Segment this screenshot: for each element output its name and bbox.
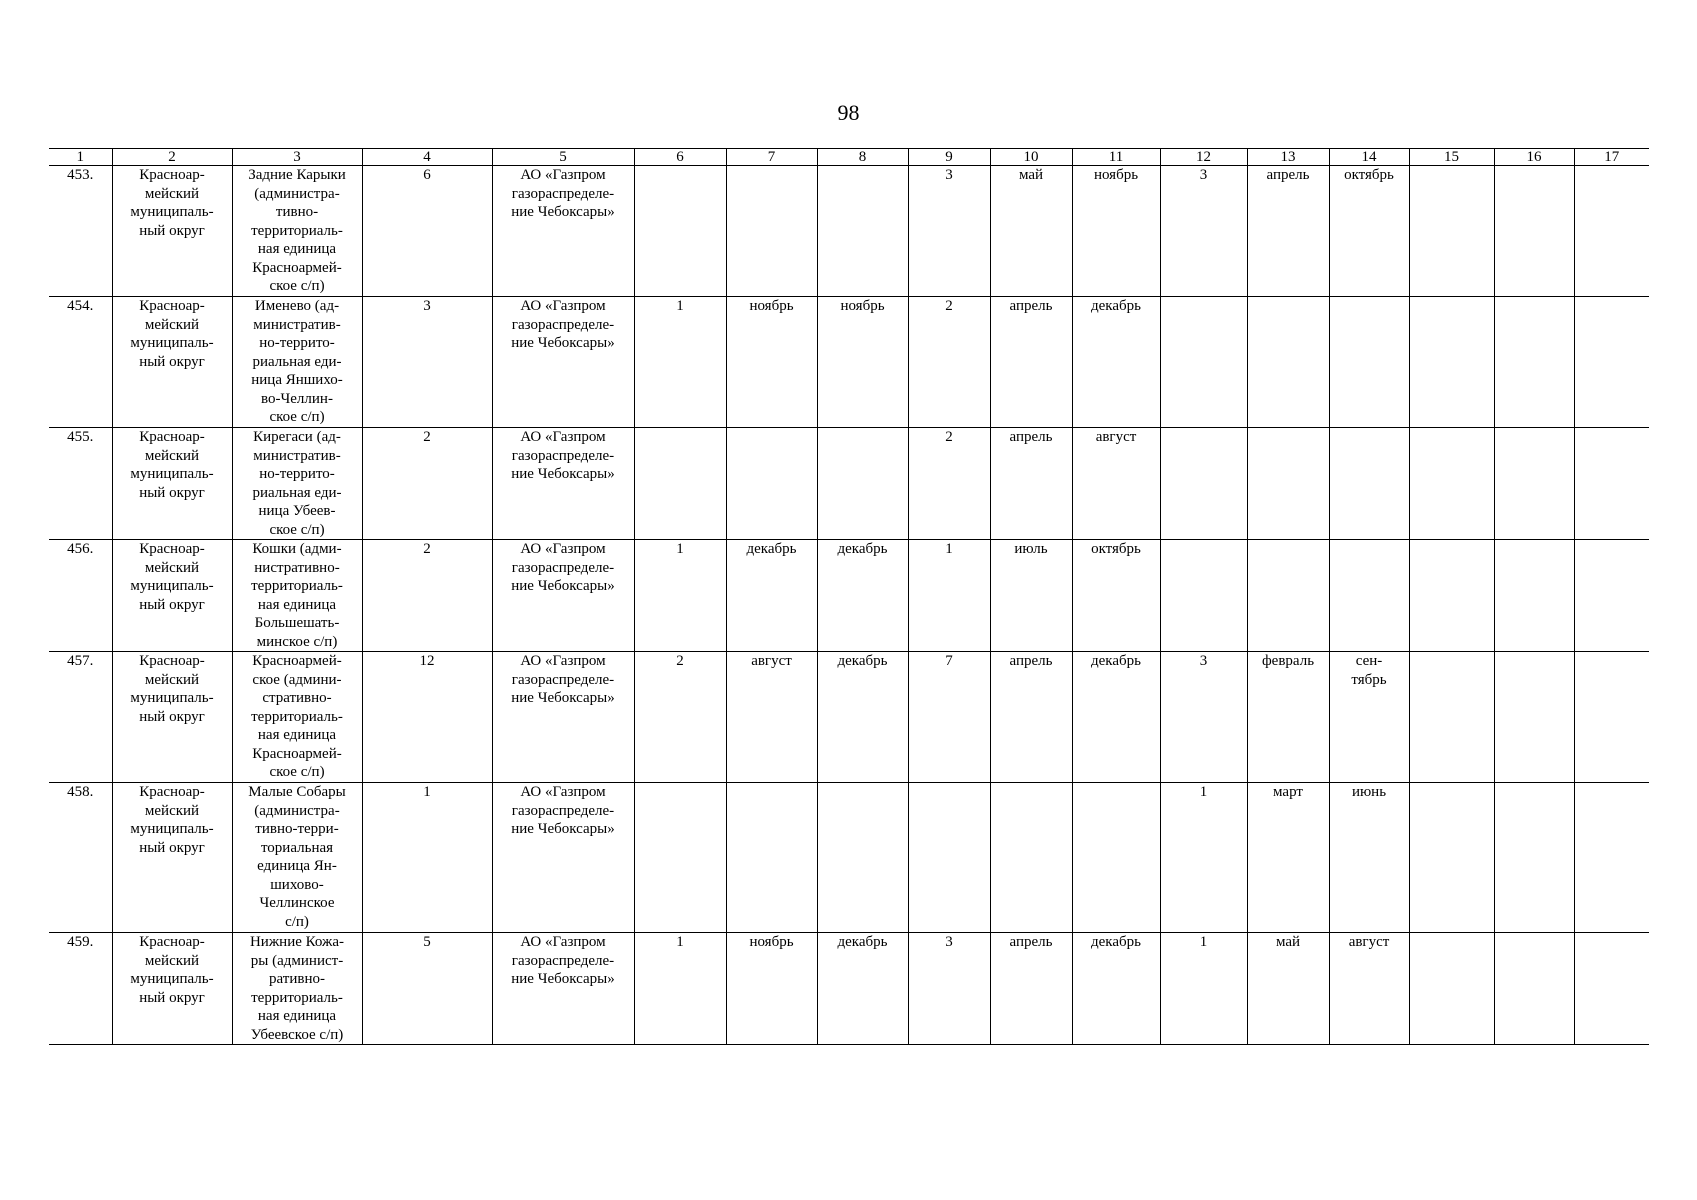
table-cell-col-9 [908,783,990,933]
cell-text: ноябрь [1093,167,1139,183]
table-cell-col-1 [49,166,112,297]
table-cell-col-7 [726,428,817,540]
table-cell-col-5 [492,540,634,652]
cell-text: август [1348,934,1390,950]
table-cell-col-3 [232,428,362,540]
cell-text: АО «Газпром газораспределе- ние Чебоксары» [511,541,615,594]
column-header-8: 8 [817,149,908,166]
table-cell-col-11 [1072,297,1160,428]
table-cell-col-10 [990,652,1072,783]
table-cell-col-16 [1494,783,1574,933]
cell-text: ноябрь [749,934,794,950]
table-cell-col-1 [49,540,112,652]
table-cell-col-4 [362,652,492,783]
table-row [49,428,1649,540]
table-cell-col-16 [1494,428,1574,540]
cell-text: декабрь [837,934,888,950]
cell-text: август [1095,429,1137,445]
table-cell-col-7 [726,166,817,297]
table-cell-col-17 [1574,166,1649,297]
table-cell-col-14 [1329,166,1409,297]
table-cell-col-16 [1494,933,1574,1045]
cell-text: 2 [945,298,953,314]
cell-text: 1 [676,541,684,557]
cell-text: февраль [1261,653,1315,669]
table-cell-col-9 [908,933,990,1045]
cell-text: 457. [67,653,94,669]
table-cell-col-13 [1247,540,1329,652]
cell-text: 455. [67,429,94,445]
table-cell-col-9 [908,297,990,428]
column-header-16: 16 [1494,149,1574,166]
table-cell-col-12 [1160,783,1247,933]
cell-text: ноябрь [840,298,885,314]
table-cell-col-14 [1329,540,1409,652]
table-cell-col-3 [232,933,362,1045]
table-cell-col-14 [1329,652,1409,783]
table-cell-col-5 [492,652,634,783]
table-cell-col-5 [492,166,634,297]
cell-text: апрель [1009,934,1053,950]
table-cell-col-6 [634,652,726,783]
table-cell-col-9 [908,166,990,297]
table-cell-col-7 [726,783,817,933]
table-cell-col-2 [112,166,232,297]
table-cell-col-12 [1160,428,1247,540]
table-cell-col-13 [1247,166,1329,297]
data-table [49,148,1649,1045]
table-cell-col-13 [1247,783,1329,933]
cell-text: Красноар- мейский муниципаль- ный округ [130,429,214,501]
table-cell-col-3 [232,297,362,428]
table-cell-col-13 [1247,652,1329,783]
table-cell-col-11 [1072,933,1160,1045]
cell-text: 1 [676,298,684,314]
table-cell-col-11 [1072,166,1160,297]
table-cell-col-1 [49,428,112,540]
table-cell-col-15 [1409,933,1494,1045]
cell-text: 1 [423,784,431,800]
column-header-14: 14 [1329,149,1409,166]
table-cell-col-8 [817,428,908,540]
table-cell-col-6 [634,783,726,933]
table-cell-col-15 [1409,428,1494,540]
column-header-12: 12 [1160,149,1247,166]
cell-text: июль [1014,541,1048,557]
cell-text: 459. [67,934,94,950]
column-header-9: 9 [908,149,990,166]
table-cell-col-1 [49,652,112,783]
cell-text: Кирегаси (ад- министратив- но-террито- риальная еди- ница Убеев- ское с/п) [252,429,342,538]
cell-text: Именево (ад- министратив- но-террито- риальная еди- ница Яншихо- во-Челлин- ское с/п) [251,298,343,425]
table-row [49,783,1649,933]
table-cell-col-10 [990,540,1072,652]
table-cell-col-5 [492,933,634,1045]
table-cell-col-2 [112,297,232,428]
table-cell-col-15 [1409,652,1494,783]
cell-text: август [751,653,792,669]
cell-text: 1 [1199,934,1208,950]
table-cell-col-7 [726,540,817,652]
cell-text: 1 [945,541,953,557]
table-cell-col-4 [362,297,492,428]
cell-text: 12 [419,653,435,669]
cell-text: Малые Собары (администра- тивно-терри- ториальная единица Ян- шихово- Челлинское с/п) [248,784,346,930]
table-cell-col-17 [1574,540,1649,652]
table-cell-col-12 [1160,652,1247,783]
table-cell-col-2 [112,540,232,652]
cell-text: АО «Газпром газораспределе- ние Чебоксары» [511,429,615,482]
page-number: 98 [837,100,860,125]
cell-text: 456. [67,541,94,557]
table-cell-col-16 [1494,652,1574,783]
cell-text: 3 [423,298,431,314]
table-cell-col-9 [908,428,990,540]
table-cell-col-12 [1160,933,1247,1045]
cell-text: декабрь [837,541,888,557]
table-cell-col-10 [990,428,1072,540]
table-cell-col-10 [990,783,1072,933]
header-row [49,149,1649,166]
table-cell-col-7 [726,297,817,428]
table-cell-col-4 [362,933,492,1045]
cell-text: 1 [1199,784,1208,800]
cell-text: Красноар- мейский муниципаль- ный округ [130,167,214,239]
table-cell-col-16 [1494,540,1574,652]
table-cell-col-1 [49,783,112,933]
cell-text: АО «Газпром газораспределе- ние Чебоксары» [511,298,615,351]
cell-text: декабрь [1091,934,1141,950]
table-cell-col-16 [1494,166,1574,297]
table-cell-col-9 [908,652,990,783]
table-cell-col-17 [1574,783,1649,933]
table-cell-col-15 [1409,297,1494,428]
table-cell-col-17 [1574,652,1649,783]
cell-text: май [1018,167,1044,183]
column-header-2: 2 [112,149,232,166]
cell-text: 2 [423,429,431,445]
cell-text: 6 [423,167,431,183]
cell-text: сен- тябрь [1351,653,1387,688]
table-cell-col-5 [492,428,634,540]
cell-text: апрель [1009,653,1053,669]
cell-text: Задние Карыки (администра- тивно- территориаль- ная единица Красноармей- ское с/п) [248,167,346,294]
table-cell-col-1 [49,297,112,428]
table-cell-col-5 [492,783,634,933]
cell-text: 454. [67,298,94,314]
cell-text: АО «Газпром газораспределе- ние Чебоксары» [511,784,615,837]
table-cell-col-2 [112,652,232,783]
cell-text: Красноар- мейский муниципаль- ный округ [130,541,214,613]
column-header-10: 10 [990,149,1072,166]
cell-text: 3 [1199,167,1208,183]
table-cell-col-15 [1409,783,1494,933]
table-cell-col-6 [634,166,726,297]
cell-text: 3 [1199,653,1208,669]
cell-text: апрель [1009,298,1053,314]
cell-text: март [1273,784,1303,800]
table-cell-col-3 [232,166,362,297]
table-cell-col-3 [232,540,362,652]
table-cell-col-14 [1329,428,1409,540]
cell-text: май [1275,934,1301,950]
table-cell-col-7 [726,933,817,1045]
cell-text: 1 [676,934,684,950]
table-cell-col-17 [1574,428,1649,540]
cell-text: декабрь [837,653,888,669]
cell-text: АО «Газпром газораспределе- ние Чебоксары» [511,653,615,706]
cell-text: октябрь [1344,167,1394,183]
table-cell-col-11 [1072,652,1160,783]
table-row [49,933,1649,1045]
cell-text: 5 [423,934,431,950]
table-cell-col-8 [817,166,908,297]
cell-text: 458. [67,784,94,800]
cell-text: Кошки (адми- нистративно- территориаль- ная единица Большешать- минское с/п) [251,541,343,650]
cell-text: апрель [1009,429,1053,445]
cell-text: Красноар- мейский муниципаль- ный округ [130,784,214,856]
cell-text: ноябрь [749,298,794,314]
column-header-11: 11 [1072,149,1160,166]
table-cell-col-10 [990,297,1072,428]
table-cell-col-3 [232,652,362,783]
table-cell-col-10 [990,166,1072,297]
cell-text: июнь [1351,784,1387,800]
table-row [49,652,1649,783]
table-cell-col-11 [1072,540,1160,652]
column-header-13: 13 [1247,149,1329,166]
table-cell-col-13 [1247,297,1329,428]
table-cell-col-7 [726,652,817,783]
table-cell-col-14 [1329,297,1409,428]
table-cell-col-9 [908,540,990,652]
column-header-7: 7 [726,149,817,166]
table-cell-col-6 [634,428,726,540]
table-cell-col-16 [1494,297,1574,428]
cell-text: декабрь [746,541,797,557]
cell-text: 3 [945,167,953,183]
cell-text: Нижние Кожа- ры (админист- ративно- территориаль- ная единица Убеевское с/п) [249,934,345,1043]
table-cell-col-4 [362,428,492,540]
table-cell-col-5 [492,297,634,428]
cell-text: АО «Газпром газораспределе- ние Чебоксары» [511,934,615,987]
table-cell-col-10 [990,933,1072,1045]
column-header-17: 17 [1574,149,1649,166]
table-cell-col-6 [634,933,726,1045]
cell-text: октябрь [1091,541,1141,557]
table-cell-col-2 [112,783,232,933]
column-header-15: 15 [1409,149,1494,166]
column-header-6: 6 [634,149,726,166]
table-cell-col-14 [1329,783,1409,933]
table-cell-col-8 [817,933,908,1045]
table-cell-col-13 [1247,428,1329,540]
cell-text: Красноар- мейский муниципаль- ный округ [130,298,214,370]
table-cell-col-8 [817,297,908,428]
table-cell-col-2 [112,933,232,1045]
table-cell-col-3 [232,783,362,933]
cell-text: 3 [945,934,953,950]
table-row [49,297,1649,428]
column-header-1: 1 [49,149,112,166]
cell-text: 7 [945,653,953,669]
cell-text: Красноар- мейский муниципаль- ный округ [130,653,214,725]
table-cell-col-11 [1072,783,1160,933]
table-cell-col-4 [362,540,492,652]
table-body [49,166,1649,1045]
cell-text: Красноармей- ское (админи- стративно- территориаль- ная единица Красноармей- ское с/п) [251,653,343,780]
column-header-4: 4 [362,149,492,166]
cell-text: 2 [423,541,431,557]
table-cell-col-4 [362,783,492,933]
table-cell-col-12 [1160,166,1247,297]
cell-text: 2 [676,653,684,669]
table-cell-col-12 [1160,297,1247,428]
table-cell-col-15 [1409,540,1494,652]
table-cell-col-12 [1160,540,1247,652]
cell-text: АО «Газпром газораспределе- ние Чебоксары» [511,167,615,220]
column-header-5: 5 [492,149,634,166]
table-cell-col-8 [817,652,908,783]
table-cell-col-15 [1409,166,1494,297]
table-cell-col-4 [362,166,492,297]
table-cell-col-17 [1574,297,1649,428]
table-cell-col-1 [49,933,112,1045]
column-header-3: 3 [232,149,362,166]
table-cell-col-14 [1329,933,1409,1045]
table-cell-col-8 [817,783,908,933]
table-cell-col-6 [634,297,726,428]
cell-text: декабрь [1091,653,1141,669]
table-cell-col-6 [634,540,726,652]
cell-text: апрель [1266,167,1310,183]
cell-text: декабрь [1091,298,1141,314]
table-cell-col-17 [1574,933,1649,1045]
table-cell-col-2 [112,428,232,540]
table-cell-col-11 [1072,428,1160,540]
cell-text: 453. [67,167,94,183]
cell-text: 2 [945,429,953,445]
table-row [49,540,1649,652]
table-cell-col-8 [817,540,908,652]
cell-text: Красноар- мейский муниципаль- ный округ [130,934,214,1006]
table-row [49,166,1649,297]
table-cell-col-13 [1247,933,1329,1045]
